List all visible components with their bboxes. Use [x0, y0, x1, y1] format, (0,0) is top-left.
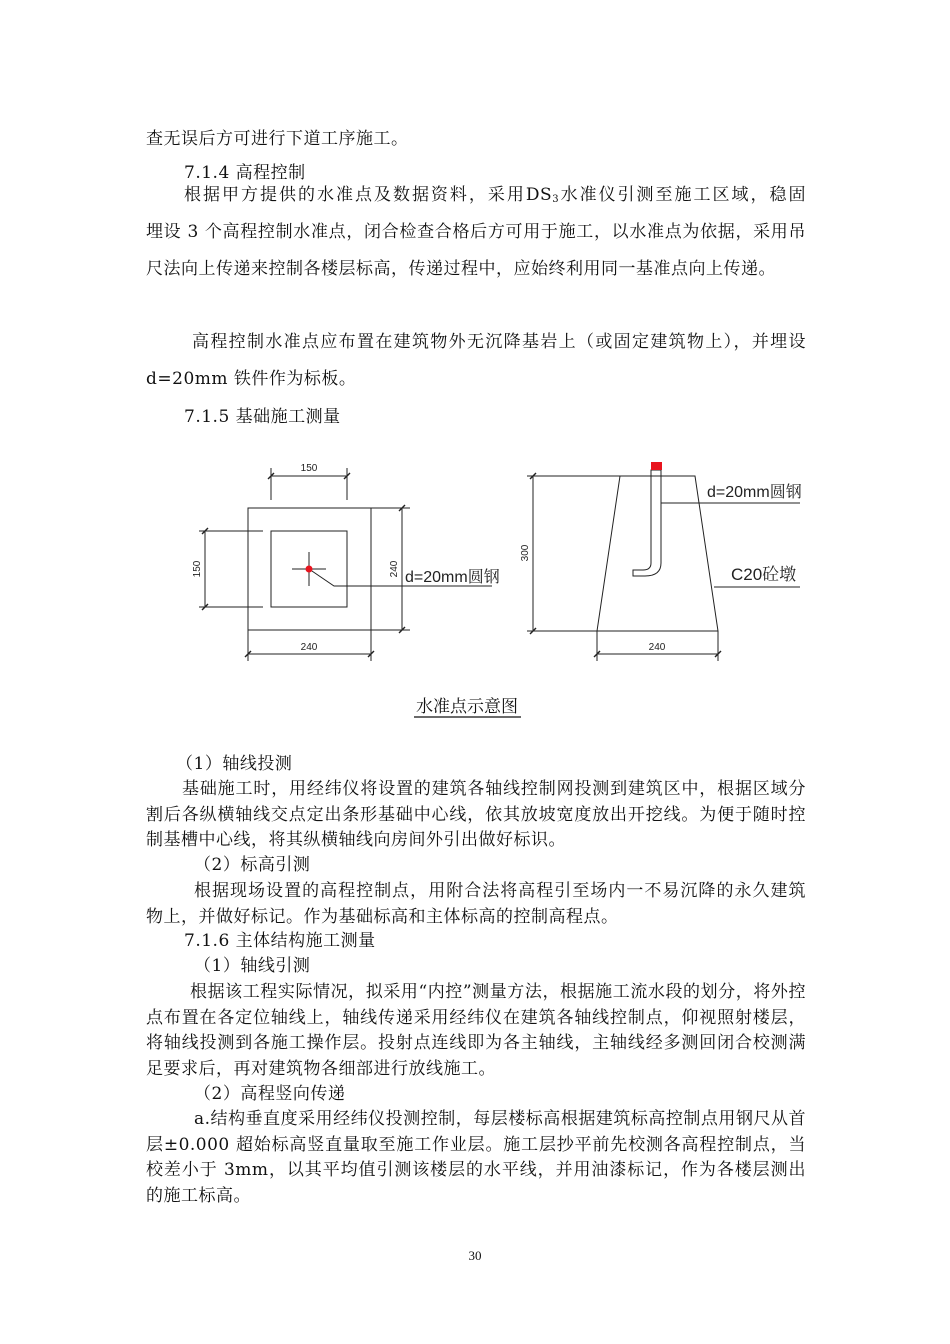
dim-bottom-label: 240 — [300, 642, 318, 653]
dim-height-label: 300 — [520, 544, 531, 562]
paragraph-axis-lead: 根据该工程实际情况，拟采用“内控”测量方法，根据施工流水段的划分，将外控点布置在各定位轴线上，轴线传递采用经纬仪在建筑各轴线控制点，仰视照射楼层，将轴线投测到各施工操作层。投射点连线即为各主轴线，主轴线经多测回闭合校测满足要求后，再对建筑物各细部进行放线施工。 — [146, 982, 806, 1079]
subheading-vertical-transfer: （2）高程竖向传递 — [194, 1084, 346, 1104]
section-heading-7-1-6: 7.1.6 主体结构施工测量 — [184, 931, 376, 951]
dim-base-label: 240 — [648, 642, 666, 653]
page-number: 30 — [468, 1248, 482, 1263]
instrument-subscript: 3 — [552, 194, 560, 205]
subheading-elevation-transfer: （2）标高引测 — [194, 855, 311, 875]
paragraph-vertical-transfer: a.结构垂直度采用经纬仪投测控制，每层楼标高根据建筑标高控制点用钢尺从首层±0.000 超始标高竖直量取至施工作业层。施工层抄平前先校测各高程控制点，当校差小于 3mm，以其平均值引测该楼层的水平线，并用油漆标记，作为各楼层测出的施工标高。 — [146, 1109, 806, 1206]
dim-right-label: 240 — [389, 560, 400, 578]
rod-top-marker — [651, 462, 662, 470]
paragraph-leveling-intro-text: 根据甲方提供的水准点及数据资料，采用 — [184, 185, 526, 205]
dim-left-label: 150 — [192, 560, 203, 578]
paragraph-leveling-body: 埋设 3 个高程控制水准点，闭合检查合格后方可用于施工，以水准点为依据，采用吊尺法向上传递来控制各楼层标高，传递过程中，应始终利用同一基准点向上传递。 — [146, 222, 806, 279]
section-pier-label: C20砼墩 — [731, 565, 797, 584]
paragraph-elevation-transfer: 根据现场设置的高程控制点，用附合法将高程引至场内一不易沉降的永久建筑物上，并做好标记。作为基础标高和主体标高的控制高程点。 — [146, 881, 806, 927]
dim-ticks — [202, 473, 405, 657]
paragraph-benchmark-placement: 高程控制水准点应布置在建筑物外无沉降基岩上（或固定建筑物上），并埋设 d=20mm 铁件作为标板。 — [146, 332, 806, 389]
section-rod-label: d=20mm圆钢 — [707, 484, 802, 501]
instrument-ds: DS — [525, 185, 553, 205]
benchmark-marker-dot — [306, 566, 313, 573]
dim-top-label: 150 — [300, 463, 318, 474]
subheading-axis-lead: （1）轴线引测 — [194, 956, 311, 976]
paragraph-continuation: 查无误后方可进行下道工序施工。 — [146, 129, 409, 149]
section-dim-ticks — [530, 473, 721, 657]
plan-rebar-label: d=20mm圆钢 — [405, 569, 500, 586]
subheading-axis-projection: （1）轴线投测 — [176, 754, 293, 774]
section-heading-7-1-5: 7.1.5 基础施工测量 — [184, 407, 341, 427]
paragraph-axis-projection: 基础施工时，用经纬仪将设置的建筑各轴线控制网投测到建筑区中，根据区域分割后各纵横轴线交点定出条形基础中心线，依其放坡宽度放出开挖线。为便于随时控制基槽中心线，将其纵横轴线向房间外引出做好标识。 — [146, 779, 806, 850]
plan-view — [199, 468, 492, 661]
steel-rod — [633, 470, 661, 576]
section-heading-7-1-4: 7.1.4 高程控制 — [184, 163, 306, 183]
concrete-pier-outline — [597, 476, 718, 631]
figure-caption: 水准点示意图 — [416, 697, 518, 716]
paragraph-leveling-intro-rest: 水准仪引测至施工区域，稳固 — [559, 185, 807, 205]
